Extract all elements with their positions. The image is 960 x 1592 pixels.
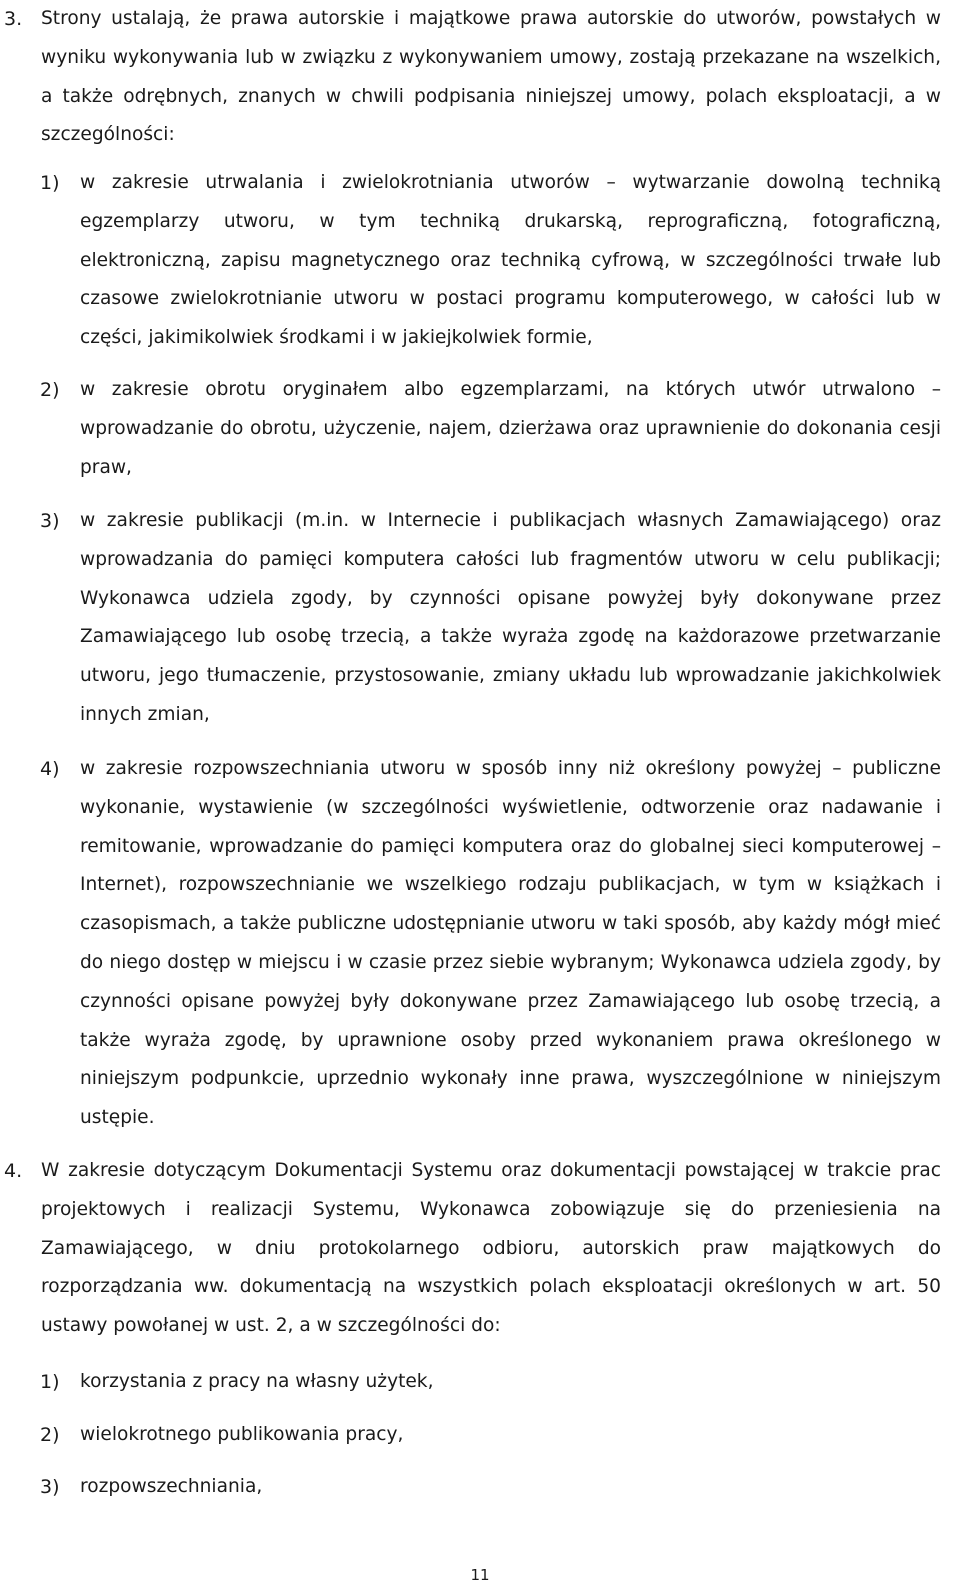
section-3-item-4-text: w zakresie rozpowszechniania utworu w sposób inny niż określony powyżej – publiczne wykonanie, wystawienie (w szczególności wyświetlenie, odtworzenie oraz nadawanie i remitowanie, wprowadzanie do pamięci komputera oraz do globalnej sieci komputerowej – Internet), rozpowszechnianie we wszelkiego rodzaju publikacjach, w tym w książkach i czasopismach, a także publiczne udostępnianie utworu w taki sposób, aby każdy mógł mieć do niego dostęp w miejscu i w czasie przez siebie wybranym; Wykonawca udziela zgody, by czynności opisane powyżej były dokonywane przez Zamawiającego lub osobę trzecią, a także wyraża zgodę, by uprawnione osoby przed wykonaniem prawa określonego w niniejszym podpunkcie, uprzednio wykonały inne prawa, wyszczególnione w niniejszym ustępie. [80, 758, 941, 1129]
section-3-item-3-text: w zakresie publikacji (m.in. w Internecie i publikacjach własnych Zamawiającego) oraz wprowadzania do pamięci komputera całości lub fragmentów utworu w celu publikacji; Wykonawca udziela zgody, by czynności opisane powyżej były dokonywane przez Zamawiającego lub osobę trzecią, a także wyraża zgodę na każdorazowe przetwarzanie utworu, jego tłumaczenie, przystosowanie, zmiany układu lub wprowadzanie jakichkolwiek innych zmian, [80, 510, 941, 725]
section-3-item-2-number: 2) [40, 379, 60, 401]
page-number: 11 [470, 1566, 490, 1584]
section-3-item-1-number: 1) [40, 172, 60, 194]
section-3-item-4-number: 4) [40, 758, 60, 780]
section-4-item-2-text: wielokrotnego publikowania pracy, [80, 1424, 404, 1445]
section-3-number: 3. [4, 8, 23, 30]
section-4-item-3-text: rozpowszechniania, [80, 1476, 263, 1497]
section-4-item-3-number: 3) [40, 1476, 60, 1498]
section-3-item-1-text: w zakresie utrwalania i zwielokrotniania utworów – wytwarzanie dowolną techniką egzemplarzy utworu, w tym techniką drukarską, reprograficzną, fotograficzną, elektroniczną, zapisu magnetycznego oraz techniką cyfrową, w szczególności trwałe lub czasowe zwielokrotnianie utworu w postaci programu komputerowego, w całości lub w części, jakimikolwiek środkami i w jakiejkolwiek formie, [80, 172, 941, 349]
section-4-text: W zakresie dotyczącym Dokumentacji Systemu oraz dokumentacji powstającej w trakcie prac projektowych i realizacji Systemu, Wykonawca zobowiązuje się do przeniesienia na Zamawiającego, w dniu protokolarnego odbioru, autorskich praw majątkowych do rozporządzania ww. dokumentacją na wszystkich polach eksploatacji określonych w art. 50 ustawy powołanej w ust. 2, a w szczególności do: [41, 1160, 941, 1337]
section-4-item-2-number: 2) [40, 1424, 60, 1446]
section-3-item-2-text: w zakresie obrotu oryginałem albo egzemplarzami, na których utwór utrwalono – wprowadzanie do obrotu, użyczenie, najem, dzierżawa oraz uprawnienie do dokonania cesji praw, [80, 379, 941, 478]
section-4-item-1-text: korzystania z pracy na własny użytek, [80, 1371, 434, 1392]
section-4-number: 4. [4, 1160, 23, 1182]
section-4-item-1-number: 1) [40, 1371, 60, 1393]
section-3-text: Strony ustalają, że prawa autorskie i majątkowe prawa autorskie do utworów, powstałych w wyniku wykonywania lub w związku z wykonywaniem umowy, zostają przekazane na wszelkich, a także odrębnych, znanych w chwili podpisania niniejszej umowy, polach eksploatacji, a w szczególności: [41, 8, 941, 146]
section-3-item-3-number: 3) [40, 510, 60, 532]
